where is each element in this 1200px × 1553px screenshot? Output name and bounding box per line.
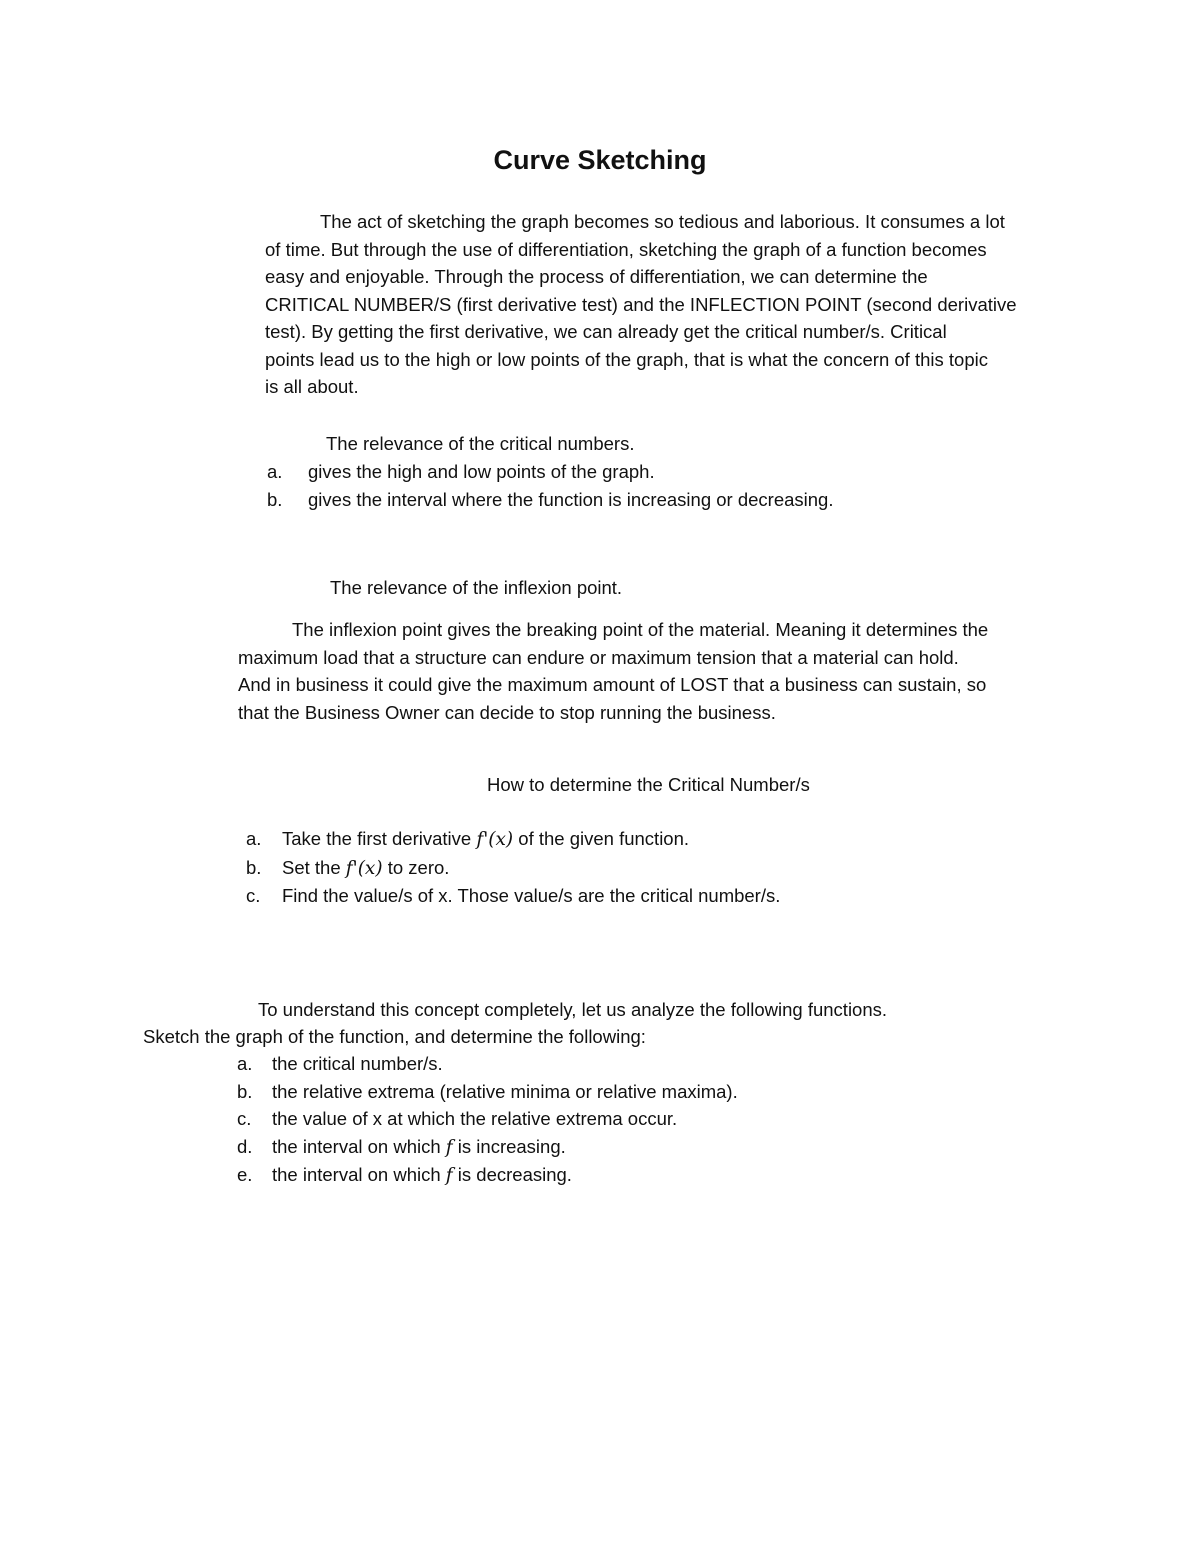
- list-item-text: [272, 1050, 443, 1078]
- inflexion-line: that the Business Owner can decide to stop running the business.: [238, 701, 776, 723]
- list-marker: b.: [246, 856, 262, 878]
- intro-line: points lead us to the high or low points of the graph, that is what the concern of this topic: [265, 348, 988, 370]
- analysis-intro-line: To understand this concept completely, let us analyze the following functions.: [258, 999, 888, 1020]
- list-item-text: gives the interval where the function is increasing or decreasing.: [308, 488, 834, 510]
- list-item-text-part: the critical number/s.: [272, 1053, 443, 1074]
- inflexion-relevance-heading: The relevance of the inflexion point.: [330, 577, 623, 598]
- list-marker: a.: [246, 828, 262, 849]
- list-item: [267, 458, 833, 486]
- math-expression: f'(x): [345, 857, 383, 879]
- math-expression: f: [445, 1165, 453, 1186]
- intro-paragraph: [265, 208, 1017, 401]
- list-item-text-part: the value of x at which the relative extrema occur.: [272, 1108, 678, 1129]
- list-marker: c.: [246, 885, 261, 906]
- list-item-text-part: of the given function.: [513, 828, 690, 849]
- list-marker: b.: [267, 488, 283, 510]
- list-item: [237, 1078, 738, 1106]
- list-marker: e.: [237, 1164, 253, 1185]
- critical-relevance-heading: The relevance of the critical numbers.: [326, 433, 635, 454]
- list-item: [237, 1050, 738, 1078]
- list-item-text: gives the high and low points of the graph.: [308, 461, 655, 482]
- list-item-text: [272, 1105, 677, 1133]
- list-marker: c.: [237, 1108, 252, 1129]
- list-item-text-part: is increasing.: [452, 1135, 566, 1157]
- list-item-text-part: the relative extrema (relative minima or relative maxima).: [272, 1080, 738, 1102]
- list-item: [267, 486, 833, 514]
- analysis-instruction-line: Sketch the graph of the function, and determine the following:: [143, 1026, 646, 1047]
- list-marker: a.: [237, 1053, 253, 1074]
- critical-relevance-list: [267, 458, 833, 513]
- list-item-text: [282, 825, 689, 854]
- list-item-text-part: Find the value/s of x. Those value/s are the critical number/s.: [282, 885, 781, 906]
- inflexion-line: And in business it could give the maximum amount of LOST that a business can sustain, so: [238, 674, 987, 695]
- list-item-text: [282, 882, 780, 910]
- page-title: Curve Sketching: [493, 145, 707, 175]
- list-item: [246, 882, 780, 910]
- list-item: [237, 1161, 738, 1190]
- list-item-text-part: Set the: [282, 856, 346, 878]
- list-item: [237, 1105, 738, 1133]
- intro-line: easy and enjoyable. Through the process of differentiation, we can determine the: [265, 266, 928, 287]
- intro-line: CRITICAL NUMBER/S (first derivative test) and the INFLECTION POINT (second derivative: [265, 293, 1017, 315]
- inflexion-line: maximum load that a structure can endure or maximum tension that a material can hold.: [238, 646, 959, 668]
- inflexion-line: The inflexion point gives the breaking point of the material. Meaning it determines the: [292, 619, 989, 640]
- list-marker: d.: [237, 1135, 253, 1157]
- how-to-list: [246, 825, 780, 910]
- intro-line: test). By getting the first derivative, we can already get the critical number/s. Critical: [265, 321, 947, 342]
- list-item-text-part: Take the first derivative: [282, 828, 477, 849]
- list-item-text: [272, 1078, 738, 1106]
- list-item-text: [282, 854, 449, 883]
- list-marker: b.: [237, 1080, 253, 1102]
- list-item: [246, 825, 780, 854]
- intro-line: is all about.: [265, 376, 359, 397]
- list-item: [237, 1133, 738, 1162]
- math-expression: f'(x): [476, 829, 514, 850]
- inflexion-paragraph: [238, 616, 988, 726]
- how-to-heading: How to determine the Critical Number/s: [487, 774, 810, 795]
- list-item-text-part: the interval on which: [272, 1164, 446, 1185]
- list-item-text-part: to zero.: [382, 856, 450, 878]
- intro-line: The act of sketching the graph becomes so tedious and laborious. It consumes a lot: [320, 211, 1005, 232]
- math-expression: f: [445, 1136, 453, 1158]
- list-item-text: [272, 1133, 566, 1162]
- list-item-text: [272, 1161, 572, 1190]
- analysis-list: [237, 1050, 738, 1190]
- list-marker: a.: [267, 461, 283, 482]
- list-item-text-part: the interval on which: [272, 1135, 446, 1157]
- list-item: [246, 854, 780, 883]
- list-item-text-part: is decreasing.: [452, 1164, 572, 1185]
- intro-line: of time. But through the use of differentiation, sketching the graph of a function becomes: [265, 238, 987, 260]
